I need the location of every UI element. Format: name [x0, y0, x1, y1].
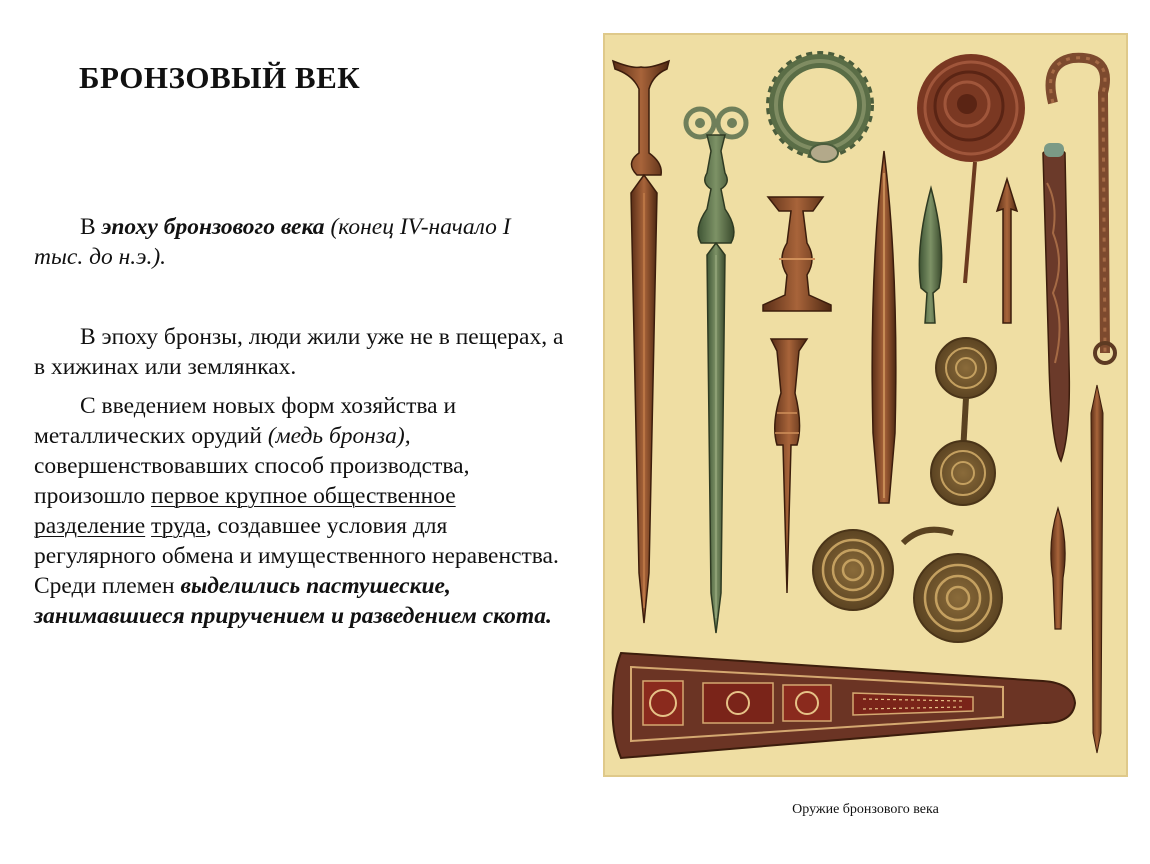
figure-caption: Оружие бронзового века — [792, 802, 939, 817]
era-emphasis: эпоху бронзового века — [101, 214, 325, 240]
short-dagger-item — [771, 339, 807, 593]
page-title: БРОНЗОВЫЙ ВЕК — [79, 60, 361, 95]
arrowhead-large-item — [919, 188, 941, 323]
hilt-pommel-item — [763, 197, 831, 311]
scabbard-knife-item — [1043, 143, 1069, 461]
division-of-labour-link[interactable]: первое крупное общественное разделение — [34, 483, 456, 539]
intro-paragraph: В эпоху бронзового века (конец IV-начало I тыс. до н.э.). — [34, 214, 511, 270]
long-sword-item — [613, 61, 669, 623]
ornamented-scabbard-item — [613, 653, 1075, 758]
economy-paragraph: С введением новых форм хозяйства и металлических орудий (медь бронза), совершенствовавших способ производства, произошло первое крупное общественное разделение труда, создавшее условия для регулярного обмена и имущественного неравенства. Среди племен выделились пастушеские, занимавшиеся приручением и разведением скота. — [34, 393, 559, 629]
pastoral-tribes-emphasis: выделились пастушеские, занимавшиеся приручением и разведением скота. — [34, 573, 552, 629]
antenna-sword-item — [686, 109, 746, 633]
bronze-weapons-illustration — [603, 33, 1128, 777]
weapons-drawing — [603, 33, 1128, 777]
dwellings-paragraph: В эпоху бронзы, люди жили уже не в пещерах, а в хижинах или землянках. — [34, 324, 564, 380]
spearhead-item — [872, 151, 896, 503]
spectacle-brooch-item — [931, 338, 996, 505]
arrowhead-small-item — [997, 179, 1017, 323]
bracelet-item — [768, 53, 872, 162]
labour-link[interactable]: труда — [151, 513, 206, 539]
small-arrowhead-item — [1051, 508, 1065, 629]
double-spiral-brooch-item — [813, 530, 1002, 642]
thin-rod-item — [1091, 385, 1103, 753]
